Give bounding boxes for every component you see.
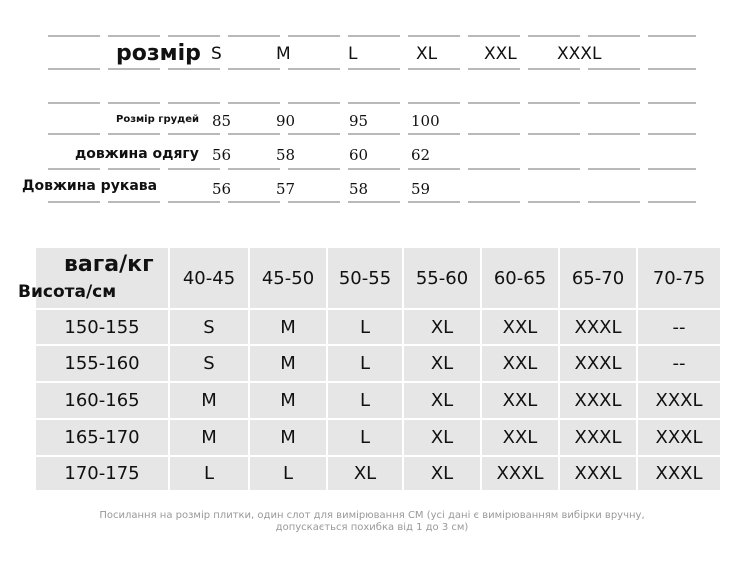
size-header-cell: S <box>211 44 222 64</box>
size-cell: XXXL <box>560 383 638 420</box>
divider <box>48 201 696 203</box>
measurement-value: 62 <box>411 146 431 164</box>
measurement-label: довжина одягу <box>75 146 199 162</box>
height-cell: 150-155 <box>36 310 170 346</box>
measurement-label: Довжина рукава <box>22 178 158 194</box>
divider <box>48 102 696 104</box>
height-cell: 165-170 <box>36 420 170 457</box>
footnote <box>22 510 722 534</box>
size-cell: L <box>250 457 328 492</box>
size-cell: XXXL <box>560 346 638 383</box>
height-cell: 160-165 <box>36 383 170 420</box>
size-header-cell: XL <box>416 44 438 64</box>
size-cell: XL <box>404 420 482 457</box>
size-cell: M <box>250 420 328 457</box>
size-cell: L <box>328 420 404 457</box>
measurement-value: 95 <box>349 112 369 130</box>
measurement-value: 85 <box>212 112 232 130</box>
size-header-cell: M <box>276 44 291 64</box>
measurement-value: 90 <box>276 112 296 130</box>
height-cell: 155-160 <box>36 346 170 383</box>
size-cell: L <box>328 346 404 383</box>
size-header-cell: XXXL <box>557 44 602 64</box>
height-axis-label: Висота/см <box>18 282 117 302</box>
size-cell: M <box>250 310 328 346</box>
weight-header-cell: 45-50 <box>250 248 328 310</box>
size-cell: XL <box>328 457 404 492</box>
size-cell: XL <box>404 346 482 383</box>
weight-header-cell: 40-45 <box>170 248 250 310</box>
size-header-cell: XXL <box>484 44 517 64</box>
size-cell: XXXL <box>638 383 720 420</box>
weight-axis-label: вага/кг <box>64 252 154 277</box>
size-cell: M <box>250 383 328 420</box>
divider <box>48 133 696 135</box>
measurement-value: 100 <box>411 112 440 130</box>
size-cell: XXL <box>482 383 560 420</box>
size-cell: L <box>170 457 250 492</box>
weight-header-cell: 65-70 <box>560 248 638 310</box>
size-cell: -- <box>638 310 720 346</box>
size-cell: XXL <box>482 420 560 457</box>
size-cell: XXL <box>482 346 560 383</box>
weight-header-cell: 70-75 <box>638 248 720 310</box>
size-cell: L <box>328 310 404 346</box>
size-cell: XL <box>404 310 482 346</box>
size-cell: S <box>170 310 250 346</box>
size-cell: XXXL <box>638 457 720 492</box>
size-header-cell: L <box>348 44 358 64</box>
size-cell: M <box>250 346 328 383</box>
size-cell: XXXL <box>560 420 638 457</box>
measurement-value: 56 <box>212 146 232 164</box>
size-cell: M <box>170 420 250 457</box>
measurement-value: 57 <box>276 180 296 198</box>
size-cell: M <box>170 383 250 420</box>
footnote-line-1: Посилання на розмір плитки, один слот для вимірювання СМ (усі дані є вимірюванням вибірки вручну, <box>99 510 645 521</box>
size-cell: XXXL <box>560 310 638 346</box>
weight-header-cell: 60-65 <box>482 248 560 310</box>
size-cell: XXL <box>482 310 560 346</box>
measurement-value: 58 <box>349 180 369 198</box>
weight-header-cell: 50-55 <box>328 248 404 310</box>
measurement-value: 59 <box>411 180 431 198</box>
size-cell: S <box>170 346 250 383</box>
size-cell: XXXL <box>638 420 720 457</box>
size-cell: XXXL <box>560 457 638 492</box>
footnote-line-2: допускається похибка від 1 до 3 см) <box>275 522 469 533</box>
size-header-label: розмір <box>116 41 201 66</box>
size-cell: XL <box>404 383 482 420</box>
divider <box>48 35 696 37</box>
weight-header-cell: 55-60 <box>404 248 482 310</box>
divider <box>48 68 696 70</box>
size-cell: XXXL <box>482 457 560 492</box>
weight-height-table <box>36 248 720 492</box>
size-cell: L <box>328 383 404 420</box>
measurement-value: 60 <box>349 146 369 164</box>
size-cell: XL <box>404 457 482 492</box>
height-cell: 170-175 <box>36 457 170 492</box>
measurement-value: 58 <box>276 146 296 164</box>
measurement-value: 56 <box>212 180 232 198</box>
divider <box>48 168 696 170</box>
size-cell: -- <box>638 346 720 383</box>
measurement-label: Розмір грудей <box>116 114 200 125</box>
